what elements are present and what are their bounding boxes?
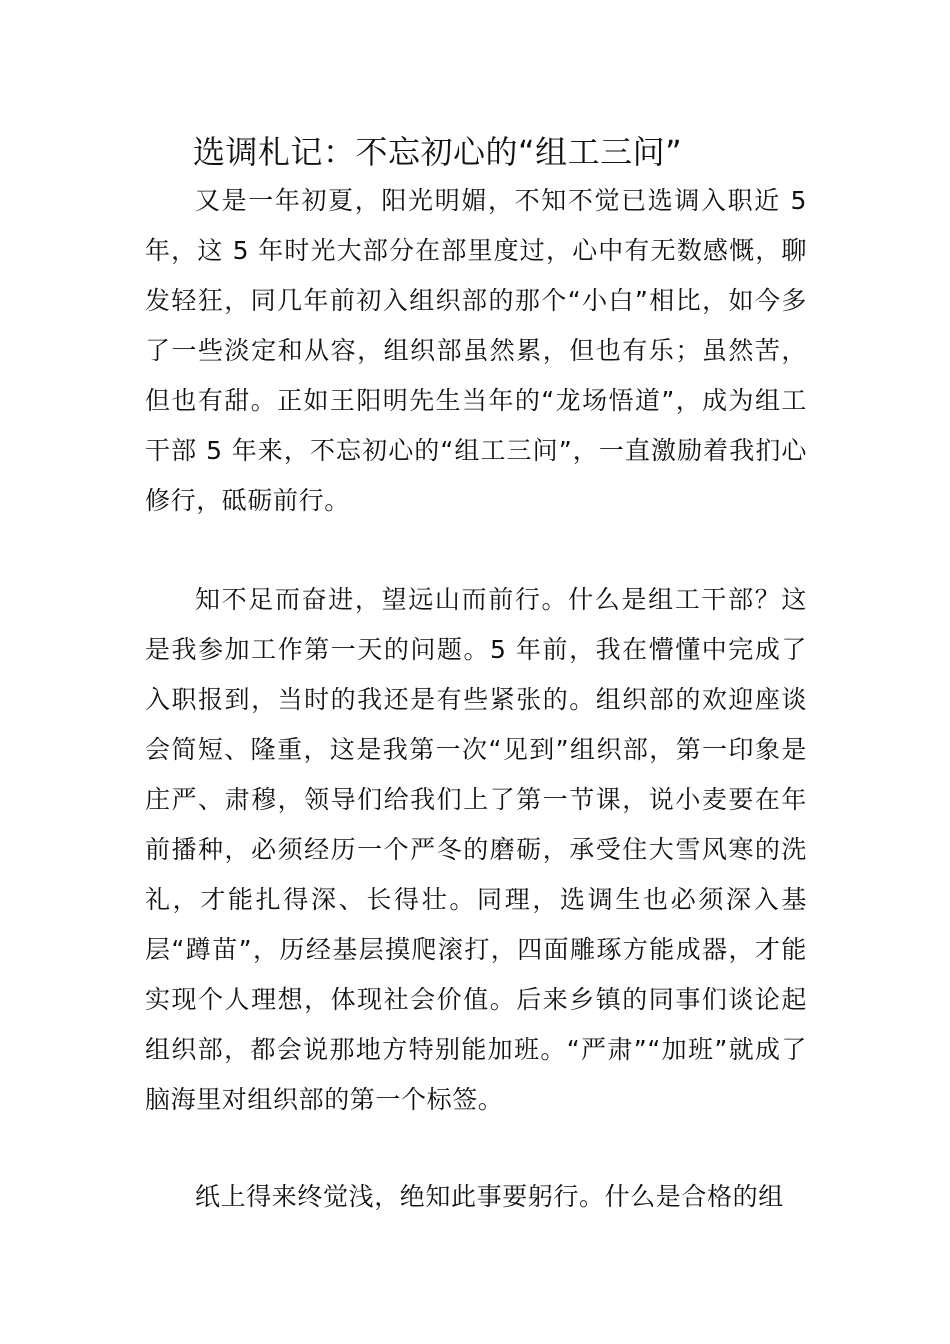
document-title: 选调札记：不忘初心的“组工三问” [193, 133, 683, 171]
paragraph-1: 又是一年初夏，阳光明媚，不知不觉已选调入职近 5 年，这 5 年时光大部分在部里度过，心中有无数感慨，聊发轻狂，同几年前初入组织部的那个“小白”相比，如今多了一些淡定和从容，组织部虽然累，但也有乐；虽然苦，但也有甜。正如王阳明先生当年的“龙场悟道”，成为组工干部 5 年来，不忘初心的“组工三问”，一直激励着我扪心修行，砥砺前行。 [145, 186, 807, 515]
paragraph-2: 知不足而奋进，望远山而前行。什么是组工干部？这是我参加工作第一天的问题。5 年前，我在懵懂中完成了入职报到，当时的我还是有些紧张的。组织部的欢迎座谈会简短、隆重，这是我第一次“见到”组织部，第一印象是庄严、肃穆，领导们给我们上了第一节课，说小麦要在年前播种，必须经历一个严冬的磨砺，承受住大雪风寒的洗礼，才能扎得深、长得壮。同理，选调生也必须深入基层“蹲苗”，历经基层摸爬滚打，四面雕琢方能成器，才能实现个人理想，体现社会价值。后来乡镇的同事们谈论起组织部，都会说那地方特别能加班。“严肃”“加班”就成了脑海里对组织部的第一个标签。 [145, 585, 807, 1114]
paragraph-3: 纸上得来终觉浅，绝知此事要躬行。什么是合格的组 [195, 1182, 784, 1211]
